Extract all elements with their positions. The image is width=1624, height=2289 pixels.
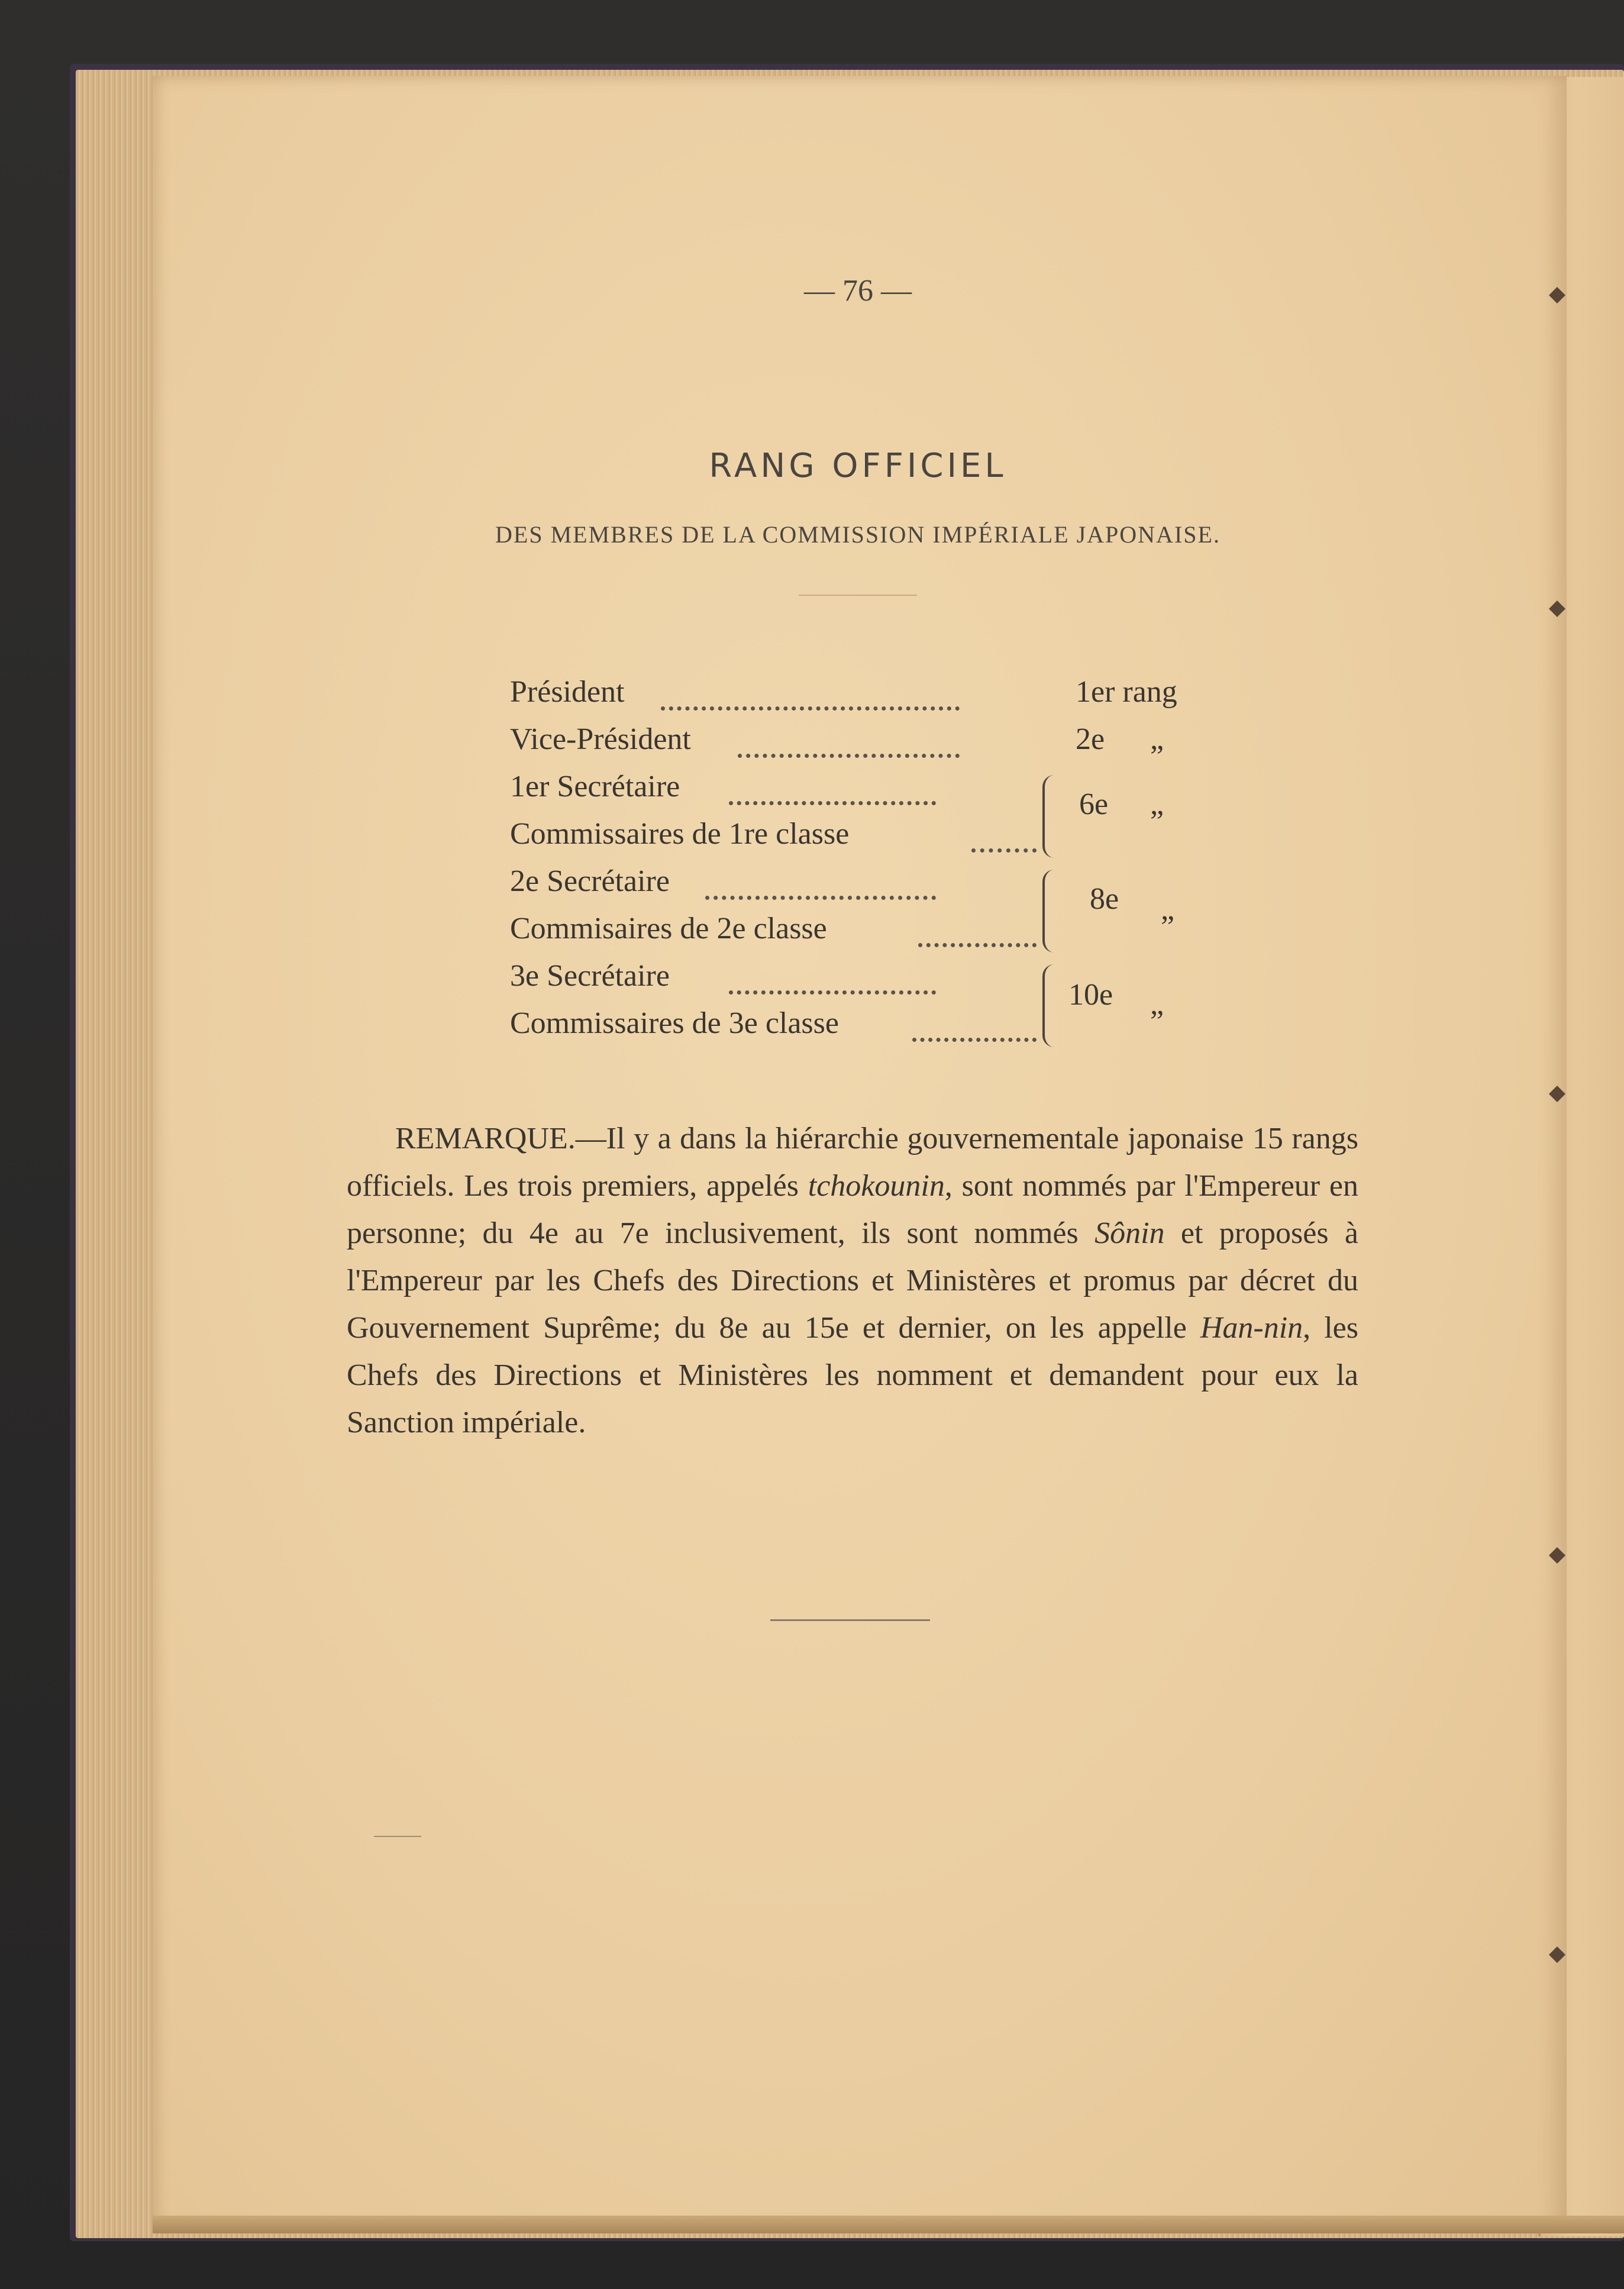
term-han-nin: Han-nin [1200,1311,1303,1345]
leader-dots [661,665,960,711]
remark-text: et proposés à l'Empereur par les Chefs des Directions et Ministères et promus par décret du Gouvernement Suprême; du 8e au 15e et dernier, on les appelle [347,1216,1359,1345]
rank-row [510,1006,1220,1053]
rank-row [510,769,1220,816]
remark-label: REMARQUE. [395,1122,576,1155]
ditto-mark: „ [1150,722,1164,756]
margin-mark [374,1836,421,1837]
remark-text: , sont nommés par l'Empereur en personne; du 4e au 7e inclusivement, ils sont nommés [347,1169,1358,1250]
remark-text: —Il y a dans la hiérarchie gouvernementale japonaise 15 rangs officiels. Les trois premiers, appelés [347,1122,1358,1203]
rank-title: Commissaires de 1re classe [510,817,850,851]
title-divider [799,595,917,596]
leader-dots [971,807,1037,853]
rank-value: 6e [1079,787,1109,821]
rank-value: 2e [1076,722,1105,756]
ditto-mark: „ [1150,987,1164,1021]
leader-dots [729,760,936,805]
rank-title: 1er Secrétaire [510,770,680,803]
page-title: RANG OFFICIEL [709,447,1007,485]
leader-dots [738,712,960,758]
brace-icon [1042,964,1057,1047]
term-tchokounin: tchokounin [808,1169,945,1203]
ditto-mark: „ [1161,893,1175,926]
page-subtitle: DES MEMBRES DE LA COMMISSION IMPÉRIALE JAPONAISE. [495,521,1221,548]
rank-value: 8e [1090,882,1119,916]
term-sonin: Sônin [1094,1216,1165,1250]
brace-icon [1042,775,1057,858]
rank-value: 1er rang [1076,675,1177,709]
rank-title: Commisaires de 2e classe [510,912,827,945]
rank-row [510,958,1220,1006]
ditto-mark: „ [1150,787,1164,821]
brace-icon [1042,870,1057,953]
rank-title: 3e Secrétaire [510,959,670,993]
rank-title: 2e Secrétaire [510,864,670,898]
end-divider [770,1619,930,1621]
rank-value: 10e [1068,978,1113,1012]
rank-table [510,674,1220,1053]
rank-title: Président [510,675,625,709]
rank-title: Commissaires de 3e classe [510,1006,839,1040]
leader-dots [705,854,936,900]
page-bottom-edge [153,2216,1624,2233]
page-number: — 76 — [804,274,912,308]
leader-dots [918,902,1037,947]
remark-paragraph [347,1115,1358,1447]
leader-dots [729,949,936,995]
leader-dots [912,996,1037,1042]
rank-title: Vice-Président [510,722,691,756]
remark-text: , les Chefs des Directions et Ministères les nomment et demandent pour eux la Sanction impériale. [347,1311,1359,1439]
